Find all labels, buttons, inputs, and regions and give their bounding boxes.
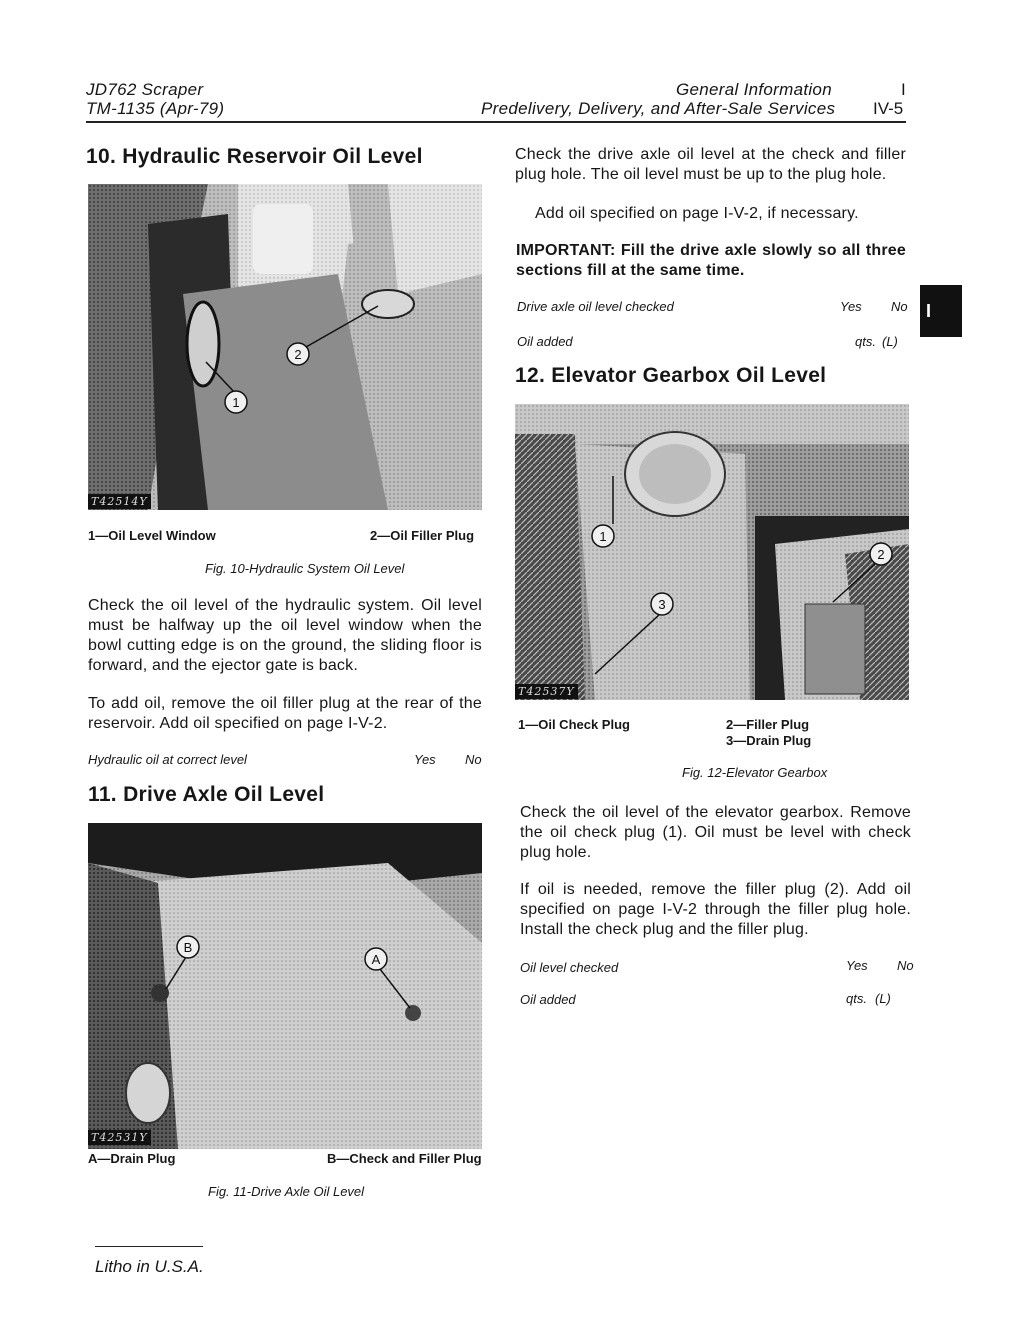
section-12-paragraph-2: If oil is needed, remove the filler plug (2). Add oil specified on page I-V-2 through the filler plug hole. Install the check plug and the filler plug.	[520, 881, 911, 938]
photo-tag: T42537Y	[515, 684, 578, 699]
section-12-paragraph-1: Check the oil level of the elevator gearbox. Remove the oil check plug (1). Oil must be level with check plug hole.	[520, 804, 911, 861]
callout-a: A	[371, 952, 381, 967]
caption-oil-filler-plug: 2—Oil Filler Plug	[370, 528, 475, 543]
caption-oil-level-window: 1—Oil Level Window	[88, 528, 216, 543]
header-rule	[86, 121, 906, 123]
drive-axle-photo	[88, 823, 482, 1149]
callout-b: B	[183, 940, 193, 955]
photo-tag: T42514Y	[88, 494, 151, 509]
checklist-label: Oil level checked	[520, 960, 619, 975]
checklist-yes: Yes	[414, 752, 436, 767]
elevator-gearbox-illustration	[515, 404, 909, 700]
checklist-unit-liters: (L)	[875, 991, 891, 1006]
photo-tag: T42531Y	[88, 1130, 151, 1145]
caption-drain-plug: 3—Drain Plug	[726, 733, 812, 748]
checklist-no: No	[891, 299, 908, 314]
header-section-number: I	[901, 80, 906, 99]
checklist-unit-liters: (L)	[882, 334, 898, 349]
checklist-no: No	[465, 752, 482, 767]
important-notice: IMPORTANT: Fill the drive axle slowly so all three sections fill at the same time.	[516, 242, 906, 279]
header-page-number: IV-5	[873, 99, 904, 118]
hydraulic-reservoir-illustration	[88, 184, 482, 510]
section-tab-marker: I	[920, 285, 962, 337]
section-11-paragraph-2: Add oil specified on page I-V-2, if necessary.	[535, 205, 859, 222]
header-model: JD762 Scraper	[86, 80, 204, 99]
caption-oil-check-plug: 1—Oil Check Plug	[518, 717, 630, 732]
figure-title-10: Fig. 10-Hydraulic System Oil Level	[205, 561, 405, 576]
callout-1: 1	[599, 529, 607, 544]
callout-2: 2	[877, 547, 885, 562]
header-section-title: General Information	[676, 80, 832, 99]
callout-2: 2	[294, 347, 302, 362]
checklist-label: Hydraulic oil at correct level	[88, 752, 247, 767]
drive-axle-illustration	[88, 823, 482, 1149]
callout-1: 1	[232, 395, 240, 410]
callout-3: 3	[658, 597, 666, 612]
section-12-heading: 12. Elevator Gearbox Oil Level	[515, 364, 827, 387]
checklist-unit-quarts: qts.	[855, 334, 876, 349]
figure-title-11: Fig. 11-Drive Axle Oil Level	[208, 1184, 365, 1199]
section-10-paragraph-1: Check the oil level of the hydraulic system. Oil level must be halfway up the oil level window when the bowl cutting edge is on the ground, the sliding floor is forward, and the ejector gate is back.	[88, 597, 482, 674]
footer-rule	[95, 1246, 203, 1247]
footer-litho: Litho in U.S.A.	[95, 1257, 204, 1276]
checklist-oil-added: Oil added	[520, 992, 576, 1007]
checklist-no: No	[897, 958, 914, 973]
figure-title-12: Fig. 12-Elevator Gearbox	[682, 765, 828, 780]
header-subsection-title: Predelivery, Delivery, and After-Sale Services	[481, 99, 836, 118]
section-10-paragraph-2: To add oil, remove the oil filler plug at the rear of the reservoir. Add oil specified on page I-V-2.	[88, 695, 482, 732]
checklist-oil-added: Oil added	[517, 334, 573, 349]
elevator-gearbox-photo	[515, 404, 909, 700]
hydraulic-reservoir-photo	[88, 184, 482, 510]
header-manual-number: TM-1135 (Apr-79)	[86, 99, 225, 118]
checklist-label: Drive axle oil level checked	[517, 299, 674, 314]
section-11-paragraph-1: Check the drive axle oil level at the check and filler plug hole. The oil level must be up to the plug hole.	[515, 146, 906, 183]
section-11-heading: 11. Drive Axle Oil Level	[88, 783, 325, 806]
section-10-heading: 10. Hydraulic Reservoir Oil Level	[86, 145, 423, 168]
caption-filler-plug: 2—Filler Plug	[726, 717, 810, 732]
caption-check-filler-plug: B—Check and Filler Plug	[327, 1151, 482, 1166]
checklist-yes: Yes	[846, 958, 868, 973]
checklist-unit-quarts: qts.	[846, 991, 867, 1006]
checklist-yes: Yes	[840, 299, 862, 314]
caption-drain-plug: A—Drain Plug	[88, 1151, 176, 1166]
